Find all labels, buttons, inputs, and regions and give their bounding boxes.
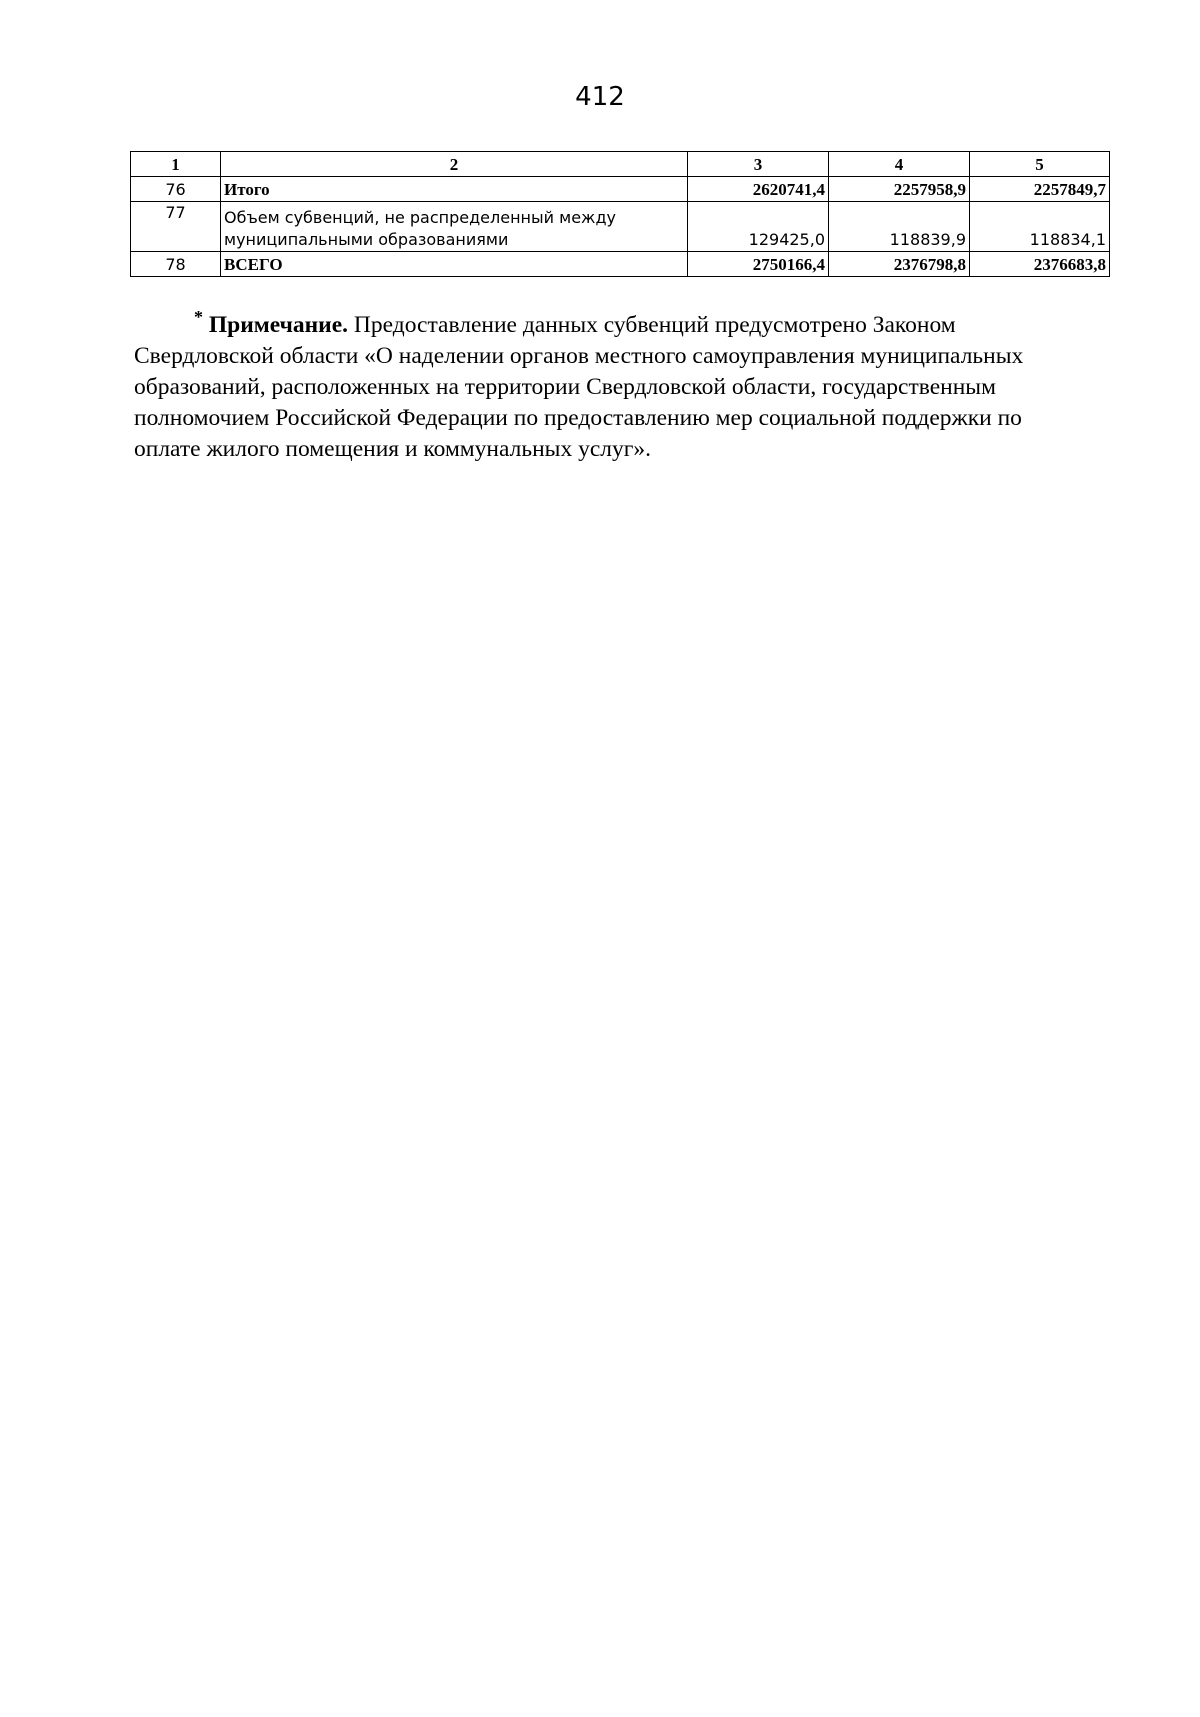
row-number: 77 — [131, 202, 221, 252]
footnote-line: образований, расположенных на территории Свердловской области, государственным — [134, 374, 996, 400]
row-value-col4: 2376798,8 — [829, 252, 970, 277]
footnote — [134, 307, 1084, 465]
row-number: 76 — [131, 177, 221, 202]
table-row — [131, 202, 1110, 252]
row-name: Итого — [221, 177, 688, 202]
row-value-col3: 129425,0 — [688, 202, 829, 252]
footnote-line: оплате жилого помещения и коммунальных услуг». — [134, 436, 651, 462]
footnote-line: полномочием Российской Федерации по предоставлению мер социальной поддержки по — [134, 405, 1022, 431]
table-row — [131, 177, 1110, 202]
header-col-2: 2 — [221, 152, 688, 177]
footnote-label: Примечание. — [208, 312, 349, 338]
footnote-line: Свердловской области «О наделении органов местного самоуправления муниципальных — [134, 343, 1024, 369]
footnote-line — [134, 307, 1084, 341]
row-value-col4: 118839,9 — [829, 202, 970, 252]
row-number: 78 — [131, 252, 221, 277]
row-value-col3: 2620741,4 — [688, 177, 829, 202]
footnote-text: Предоставление данных субвенций предусмотрено Законом — [353, 312, 956, 338]
row-value-col4: 2257958,9 — [829, 177, 970, 202]
subvention-table — [130, 151, 1110, 277]
table-row — [131, 252, 1110, 277]
row-name-line2: муниципальными образованиями — [224, 230, 509, 249]
header-col-1: 1 — [131, 152, 221, 177]
footnote-asterisk: * — [194, 307, 203, 328]
header-col-5: 5 — [970, 152, 1110, 177]
row-name: ВСЕГО — [221, 252, 688, 277]
row-value-col5: 2376683,8 — [970, 252, 1110, 277]
header-col-3: 3 — [688, 152, 829, 177]
page-number: 412 — [575, 82, 625, 112]
row-name — [221, 202, 688, 252]
table-header-row — [131, 152, 1110, 177]
row-value-col5: 118834,1 — [970, 202, 1110, 252]
row-name-line1: Объем субвенций, не распределенный между — [224, 208, 616, 227]
row-value-col5: 2257849,7 — [970, 177, 1110, 202]
header-col-4: 4 — [829, 152, 970, 177]
row-value-col3: 2750166,4 — [688, 252, 829, 277]
